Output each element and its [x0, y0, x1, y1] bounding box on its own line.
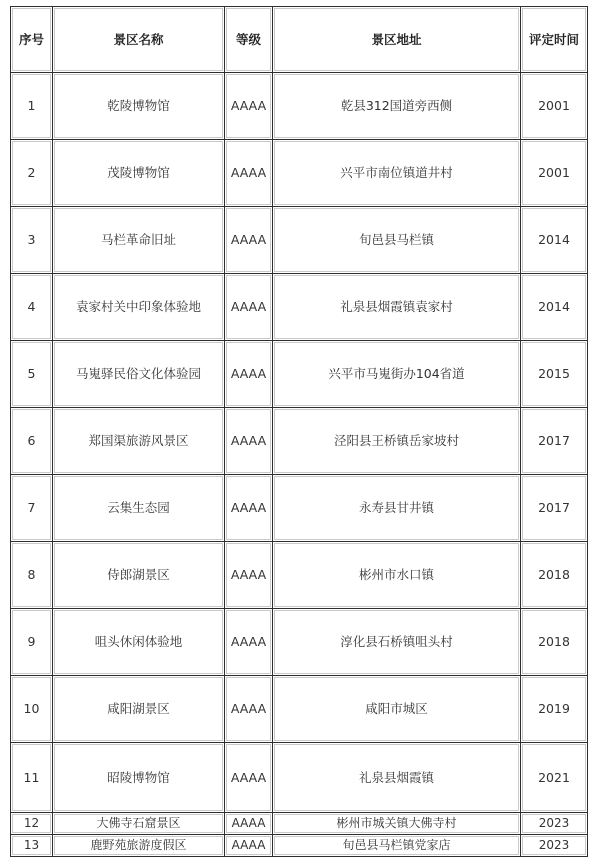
- cell-rating-year: 2015: [521, 341, 588, 408]
- cell-address: 乾县312国道旁西侧: [273, 73, 521, 140]
- cell-scenic-name: 咀头休闲体验地: [53, 609, 225, 676]
- scenic-spots-table: [10, 6, 588, 857]
- table-row: [11, 408, 588, 475]
- cell-rating-year: 2023: [521, 813, 588, 835]
- cell-level: AAAA: [225, 140, 273, 207]
- cell-rating-year: 2014: [521, 274, 588, 341]
- table-header-row: [11, 7, 588, 73]
- cell-scenic-name: 乾陵博物馆: [53, 73, 225, 140]
- cell-rating-year: 2021: [521, 743, 588, 813]
- cell-level: AAAA: [225, 408, 273, 475]
- cell-level: AAAA: [225, 743, 273, 813]
- cell-rating-year: 2017: [521, 475, 588, 542]
- cell-address: 礼泉县烟霞镇: [273, 743, 521, 813]
- cell-scenic-name: 马栏革命旧址: [53, 207, 225, 274]
- cell-number: 9: [11, 609, 53, 676]
- cell-scenic-name: 袁家村关中印象体验地: [53, 274, 225, 341]
- cell-scenic-name: 马嵬驿民俗文化体验园: [53, 341, 225, 408]
- table-row: [11, 743, 588, 813]
- cell-level: AAAA: [225, 475, 273, 542]
- cell-number: 11: [11, 743, 53, 813]
- cell-address: 兴平市马嵬街办104省道: [273, 341, 521, 408]
- header-number: 序号: [11, 7, 53, 73]
- cell-number: 2: [11, 140, 53, 207]
- cell-rating-year: 2001: [521, 73, 588, 140]
- cell-scenic-name: 咸阳湖景区: [53, 676, 225, 743]
- cell-level: AAAA: [225, 542, 273, 609]
- table-row: [11, 813, 588, 835]
- cell-scenic-name: 昭陵博物馆: [53, 743, 225, 813]
- cell-number: 1: [11, 73, 53, 140]
- cell-rating-year: 2019: [521, 676, 588, 743]
- cell-address: 淳化县石桥镇咀头村: [273, 609, 521, 676]
- cell-number: 6: [11, 408, 53, 475]
- cell-number: 12: [11, 813, 53, 835]
- header-address: 景区地址: [273, 7, 521, 73]
- cell-number: 10: [11, 676, 53, 743]
- cell-rating-year: 2018: [521, 542, 588, 609]
- cell-rating-year: 2023: [521, 835, 588, 857]
- header-level: 等级: [225, 7, 273, 73]
- header-rating-year: 评定时间: [521, 7, 588, 73]
- cell-address: 旬邑县马栏镇党家店: [273, 835, 521, 857]
- cell-number: 8: [11, 542, 53, 609]
- cell-scenic-name: 大佛寺石窟景区: [53, 813, 225, 835]
- cell-rating-year: 2014: [521, 207, 588, 274]
- cell-number: 5: [11, 341, 53, 408]
- cell-address: 彬州市水口镇: [273, 542, 521, 609]
- cell-address: 礼泉县烟霞镇袁家村: [273, 274, 521, 341]
- cell-scenic-name: 侍郎湖景区: [53, 542, 225, 609]
- cell-address: 兴平市南位镇道井村: [273, 140, 521, 207]
- cell-address: 彬州市城关镇大佛寺村: [273, 813, 521, 835]
- table-row: [11, 676, 588, 743]
- cell-scenic-name: 鹿野苑旅游度假区: [53, 835, 225, 857]
- cell-level: AAAA: [225, 676, 273, 743]
- header-scenic-name: 景区名称: [53, 7, 225, 73]
- cell-address: 咸阳市城区: [273, 676, 521, 743]
- cell-address: 旬邑县马栏镇: [273, 207, 521, 274]
- table-row: [11, 475, 588, 542]
- table-row: [11, 73, 588, 140]
- table-row: [11, 609, 588, 676]
- cell-level: AAAA: [225, 341, 273, 408]
- cell-number: 4: [11, 274, 53, 341]
- table-row: [11, 140, 588, 207]
- cell-address: 永寿县甘井镇: [273, 475, 521, 542]
- table-row: [11, 274, 588, 341]
- table-row: [11, 542, 588, 609]
- cell-level: AAAA: [225, 73, 273, 140]
- table-row: [11, 207, 588, 274]
- cell-rating-year: 2018: [521, 609, 588, 676]
- table-row: [11, 341, 588, 408]
- cell-level: AAAA: [225, 207, 273, 274]
- cell-level: AAAA: [225, 609, 273, 676]
- cell-level: AAAA: [225, 813, 273, 835]
- cell-scenic-name: 云集生态园: [53, 475, 225, 542]
- cell-level: AAAA: [225, 274, 273, 341]
- cell-level: AAAA: [225, 835, 273, 857]
- cell-number: 3: [11, 207, 53, 274]
- cell-number: 7: [11, 475, 53, 542]
- cell-scenic-name: 茂陵博物馆: [53, 140, 225, 207]
- cell-address: 泾阳县王桥镇岳家坡村: [273, 408, 521, 475]
- cell-number: 13: [11, 835, 53, 857]
- table-row: [11, 835, 588, 857]
- cell-scenic-name: 郑国渠旅游风景区: [53, 408, 225, 475]
- cell-rating-year: 2001: [521, 140, 588, 207]
- cell-rating-year: 2017: [521, 408, 588, 475]
